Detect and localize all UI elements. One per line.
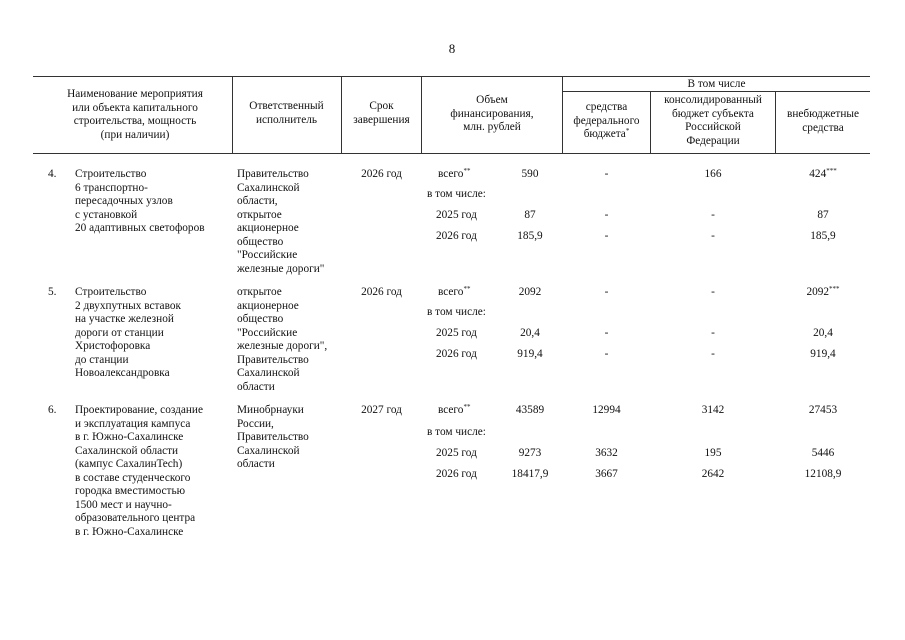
- including-label: в том числе:: [427, 306, 486, 318]
- year-regional: -: [711, 230, 715, 242]
- row-name: Строительство 2 двухпутных вставок на участке железной дороги от станции Христофоровка до станции Новоалександровка: [75, 286, 181, 379]
- header-extra: внебюджетные средства: [786, 108, 859, 134]
- row-number: 4.: [48, 168, 57, 180]
- footnote-mark: *: [625, 127, 630, 135]
- total-extra-value: 424: [809, 168, 827, 180]
- total-regional: 3142: [701, 404, 725, 416]
- year-label: 2025 год: [436, 327, 477, 339]
- total-extra: [776, 286, 870, 300]
- total-label-text: всего: [438, 404, 464, 416]
- footnote-mark: **: [463, 167, 471, 175]
- year-label: 2025 год: [436, 209, 477, 221]
- header-deadline: Срок завершения: [353, 100, 410, 126]
- year-extra: 5446: [811, 447, 835, 459]
- footnote-mark: **: [463, 285, 471, 293]
- footnote-mark: ***: [826, 167, 837, 175]
- year-volume: 185,9: [517, 230, 543, 242]
- row-number: 5.: [48, 286, 57, 298]
- row-deadline: 2026 год: [361, 168, 402, 180]
- total-federal: 12994: [592, 404, 621, 416]
- total-extra-value: 2092: [806, 286, 830, 298]
- year-volume: 20,4: [520, 327, 540, 339]
- including-label: в том числе:: [427, 188, 486, 200]
- year-regional: 2642: [701, 468, 725, 480]
- total-extra: [776, 168, 870, 182]
- year-regional: -: [711, 209, 715, 221]
- total-federal: -: [604, 168, 609, 180]
- year-label: 2026 год: [436, 348, 477, 360]
- year-federal: 3667: [595, 468, 618, 480]
- row-name: Строительство 6 транспортно- пересадочных узлов с установкой 20 адаптивных светофоров: [75, 168, 205, 234]
- year-extra: 20,4: [813, 327, 833, 339]
- year-extra: 87: [817, 209, 829, 221]
- year-extra: 185,9: [810, 230, 836, 242]
- header-volume: Объем финансирования, млн. рублей: [450, 94, 534, 133]
- year-federal: 3632: [595, 447, 618, 459]
- header-including: В том числе: [687, 78, 746, 90]
- footnote-mark: ***: [829, 285, 840, 293]
- row-responsible: Минобрнауки России, Правительство Сахалинской области: [237, 404, 309, 470]
- row-deadline: 2026 год: [361, 286, 402, 298]
- year-regional: 195: [704, 447, 722, 459]
- total-volume: 590: [521, 168, 539, 180]
- page-number: 8: [448, 41, 456, 56]
- year-extra: 12108,9: [804, 468, 842, 480]
- row-name: Проектирование, создание и эксплуатация кампуса в г. Южно-Сахалинске Сахалинской области (кампус СахалинTech) в составе студенческого городка вместимостью 1500 мест и научно- образовательного центра в г. Южно-Сахалинске: [75, 404, 203, 538]
- total-federal: -: [604, 286, 609, 298]
- row-deadline: 2027 год: [361, 404, 402, 416]
- row-responsible: Правительство Сахалинской области, открытое акционерное общество "Российские железные дороги": [237, 168, 325, 275]
- total-volume: 2092: [518, 286, 542, 298]
- header-federal: [563, 101, 650, 142]
- including-label: в том числе:: [427, 426, 486, 438]
- year-label: 2025 год: [436, 447, 477, 459]
- header-bottom-rule: [33, 153, 870, 154]
- total-regional: -: [711, 286, 715, 298]
- header-name: Наименование мероприятия или объекта капитального строительства, мощность (при наличии): [67, 88, 203, 141]
- year-federal: -: [604, 230, 609, 242]
- year-volume: 87: [524, 209, 536, 221]
- year-federal: -: [604, 348, 609, 360]
- year-federal: -: [604, 327, 609, 339]
- year-label: 2026 год: [436, 230, 477, 242]
- header-regional: консолидированный бюджет субъекта Российской Федерации: [664, 94, 762, 147]
- row-responsible: открытое акционерное общество "Российские железные дороги", Правительство Сахалинской области: [237, 286, 328, 393]
- total-label-text: всего: [438, 168, 464, 180]
- header-federal-text: средства федерального бюджета: [573, 101, 640, 140]
- total-label-text: всего: [438, 286, 464, 298]
- total-volume: 43589: [515, 404, 545, 416]
- total-regional: 166: [704, 168, 722, 180]
- year-volume: 919,4: [517, 348, 543, 360]
- year-extra: 919,4: [810, 348, 836, 360]
- year-regional: -: [711, 348, 715, 360]
- year-regional: -: [711, 327, 715, 339]
- total-label: [438, 286, 470, 300]
- row-number: 6.: [48, 404, 57, 416]
- year-label: 2026 год: [436, 468, 477, 480]
- total-label: [438, 404, 470, 418]
- footnote-mark: **: [463, 403, 471, 411]
- year-volume: 9273: [518, 447, 542, 459]
- header-responsible: Ответственный исполнитель: [249, 100, 324, 126]
- total-extra-value: 27453: [808, 404, 838, 416]
- total-label: [438, 168, 470, 182]
- year-volume: 18417,9: [511, 468, 549, 480]
- header-top-rule: [33, 76, 870, 77]
- total-extra: [776, 404, 870, 418]
- year-federal: -: [604, 209, 609, 221]
